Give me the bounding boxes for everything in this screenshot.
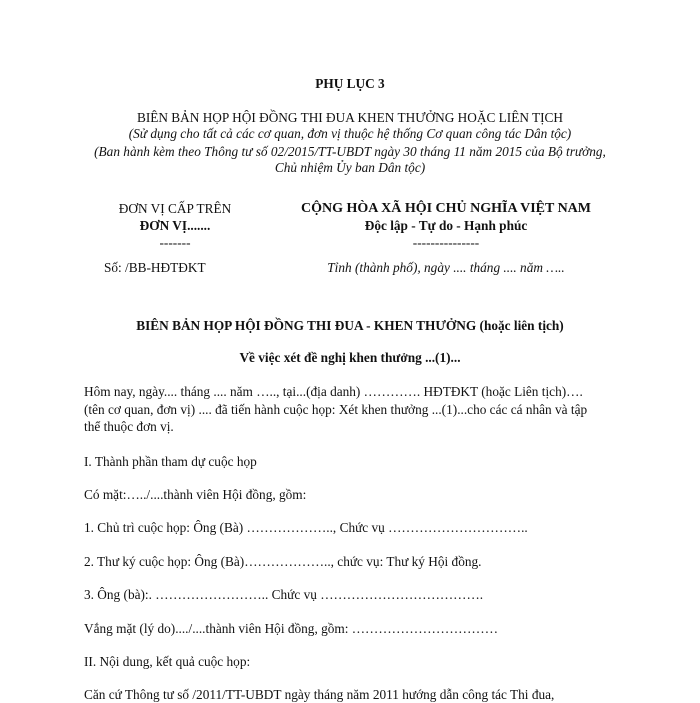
- issued-note-line-1: (Ban hành kèm theo Thông tư số 02/2015/TT-UBDT ngày 30 tháng 11 năm 2015 của Bộ trưởng,: [94, 144, 606, 159]
- secretary-line: 2. Thư ký cuộc họp: Ông (Bà)……………….., chức vụ: Thư ký Hội đồng.: [84, 554, 482, 569]
- basis-line: Căn cứ Thông tư số /2011/TT-UBDT ngày tháng năm 2011 hướng dẫn công tác Thi đua,: [84, 687, 555, 702]
- national-motto: Độc lập - Tự do - Hạnh phúc: [364, 218, 528, 233]
- issued-note-line-2: Chủ nhiệm Ủy ban Dân tộc): [274, 160, 426, 175]
- right-divider: ---------------: [412, 235, 480, 250]
- superior-unit: ĐƠN VỊ CẤP TRÊN: [118, 201, 232, 216]
- intro-line-2: (tên cơ quan, đơn vị) .... đã tiến hành cuộc họp: Xét khen thưởng ...(1)...cho các cá nhân và tập: [84, 402, 588, 417]
- section-2-heading: II. Nội dung, kết quả cuộc họp:: [84, 654, 251, 669]
- minutes-subject: Về việc xét đề nghị khen thưởng ...(1)...: [239, 350, 461, 365]
- usage-note: (Sử dụng cho tất cả các cơ quan, đơn vị thuộc hệ thống Cơ quan công tác Dân tộc): [128, 126, 572, 141]
- intro-line-1: Hôm nay, ngày.... tháng .... năm ….., tại...(địa danh) …………. HĐTĐKT (hoặc Liên tịch)….: [84, 384, 583, 399]
- absent-members: Vắng mặt (lý do)..../....thành viên Hội đồng, gồm: ……………………………: [84, 621, 499, 636]
- document-heading: BIÊN BẢN HỌP HỘI ĐỒNG THI ĐUA KHEN THƯỞNG HOẶC LIÊN TỊCH: [136, 110, 564, 125]
- present-members: Có mặt:…../....thành viên Hội đồng, gồm:: [84, 487, 307, 502]
- member-line: 3. Ông (bà):. …………………….. Chức vụ ……………………………….: [84, 587, 484, 602]
- section-1-heading: I. Thành phần tham dự cuộc họp: [84, 454, 257, 469]
- place-date: Tỉnh (thành phố), ngày .... tháng .... năm …..: [327, 260, 565, 275]
- appendix-label: PHỤ LỤC 3: [315, 76, 385, 91]
- document-number: Số: /BB-HĐTĐKT: [104, 260, 206, 275]
- chair-line: 1. Chủ trì cuộc họp: Ông (Bà) ……………….., Chức vụ …………………………..: [84, 520, 528, 535]
- left-divider: -------: [159, 235, 191, 250]
- country-name: CỘNG HÒA XÃ HỘI CHỦ NGHĨA VIỆT NAM: [300, 201, 591, 216]
- unit-name: ĐƠN VỊ.......: [139, 218, 211, 233]
- minutes-title: BIÊN BẢN HỌP HỘI ĐỒNG THI ĐUA - KHEN THƯỞNG (hoặc liên tịch): [136, 318, 564, 333]
- intro-line-3: thể thuộc đơn vị.: [84, 419, 174, 434]
